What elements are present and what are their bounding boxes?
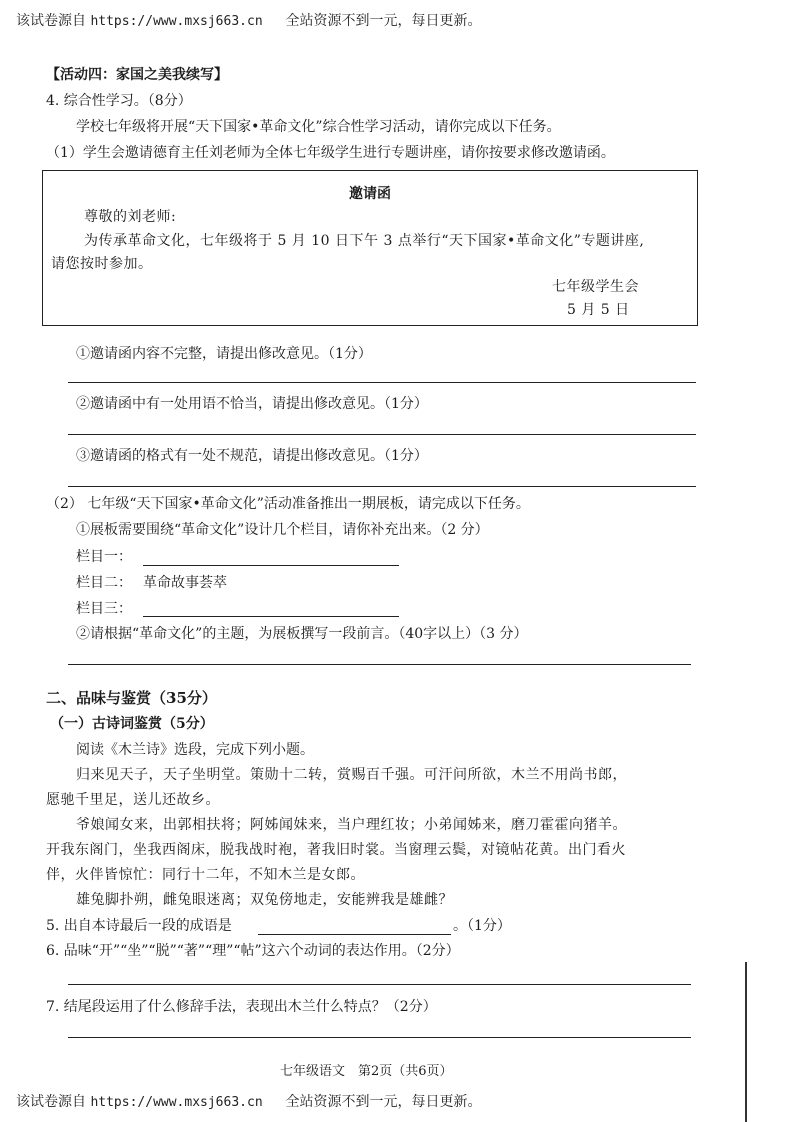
q4-p2-sub2: ②请根据“革命文化”的主题，为展板撰写一段前言。（40字以上）（3 分） [76,626,528,642]
answer-line-sub2[interactable] [68,434,696,435]
q7-answer-line[interactable] [68,1037,691,1038]
q4-sub1: ①邀请函内容不完整，请提出修改意见。（1分） [76,346,372,362]
q6-text: 6. 品味“开”“坐”“脱”“著”“理”“帖”这六个动词的表达作用。（2分） [46,943,460,959]
q5-suffix: 。（1分） [453,918,511,934]
section2-title: 二、品味与鉴赏（35分） [46,689,217,707]
section2-sub-title: （一）古诗词鉴赏（5分） [50,716,214,732]
q5-answer-line[interactable] [258,934,451,935]
header-source: 该试卷源自 [16,13,86,29]
header-url[interactable]: https://www.mxsj663.cn [90,14,263,29]
column3-label: 栏目三： [76,601,132,617]
q5-prefix: 5. 出自本诗最后一段的成语是 [46,918,232,934]
page-footer: 七年级语文 第2页（共6页） [280,1064,453,1079]
poem-line: 愿驰千里足，送儿还故乡。 [46,792,220,808]
header-line-bottom [16,1094,482,1111]
letter-title: 邀请函 [349,186,391,202]
column1-label: 栏目一： [76,549,132,565]
q4-sub2: ②邀请函中有一处用语不恰当，请提出修改意见。（1分） [76,396,428,412]
header-note: 全站资源不到一元，每日更新。 [285,13,482,29]
q4-sub3: ③邀请函的格式有一处不规范，请提出修改意见。（1分） [76,448,428,464]
q4-intro: 学校七年级将开展“天下国家•革命文化”综合性学习活动，请你完成以下任务。 [76,119,561,135]
column1-answer-line[interactable] [143,565,399,566]
q4-p2-sub1: ①展板需要围绕“革命文化”设计几个栏目，请你补充出来。（2 分） [76,522,489,538]
letter-date: 5 月 5 日 [567,302,630,318]
q7-text: 7. 结尾段运用了什么修辞手法，表现出木兰什么特点？（2分） [46,999,437,1015]
poem-line: 伴，火伴皆惊忙：同行十二年，不知木兰是女郎。 [46,867,365,883]
poem-line: 雄兔脚扑朔，雌兔眼迷离；双兔傍地走，安能辨我是雄雌？ [76,892,453,908]
q4-part1: （1）学生会邀请德育主任刘老师为全体七年级学生进行专题讲座，请你按要求修改邀请函。 [46,145,615,161]
header-note: 全站资源不到一元，每日更新。 [285,1094,482,1110]
poem-line: 开我东阁门，坐我西阁床，脱我战时袍，著我旧时裳。当窗理云鬓，对镜帖花黄。出门看火 [46,842,626,858]
q6-answer-line[interactable] [68,984,691,985]
header-source: 该试卷源自 [16,1094,86,1110]
column3-answer-line[interactable] [143,616,399,617]
q4-title: 4. 综合性学习。（8分） [46,93,192,109]
scan-edge-mark [745,962,747,1122]
letter-greeting: 尊敬的刘老师: [84,209,177,225]
letter-signature: 七年级学生会 [552,279,639,295]
q4-part2: （2） 七年级“天下国家•革命文化”活动准备推出一期展板，请完成以下任务。 [46,496,530,512]
column2-value: 革命故事荟萃 [143,575,227,591]
read-prompt: 阅读《木兰诗》选段，完成下列小题。 [76,742,314,758]
activity-title: 【活动四：家国之美我续写】 [46,67,228,83]
letter-body-line1: 为传承革命文化，七年级将于 5 月 10 日下午 3 点举行“天下国家•革命文化”专题讲座, [84,233,645,249]
answer-line-sub3[interactable] [68,486,696,487]
header-line [16,13,482,30]
header-url[interactable]: https://www.mxsj663.cn [90,1095,263,1110]
poem-line: 归来见天子，天子坐明堂。策勋十二转，赏赐百千强。可汗问所欲，木兰不用尚书郎， [76,767,627,783]
answer-line-preface[interactable] [68,664,691,665]
poem-line: 爷娘闻女来，出郭相扶将；阿姊闻妹来，当户理红妆；小弟闻姊来，磨刀霍霍向猪羊。 [76,817,627,833]
answer-line-sub1[interactable] [68,382,696,383]
letter-body-line2: 请您按时参加。 [51,256,153,272]
column2-label: 栏目二： [76,575,132,591]
